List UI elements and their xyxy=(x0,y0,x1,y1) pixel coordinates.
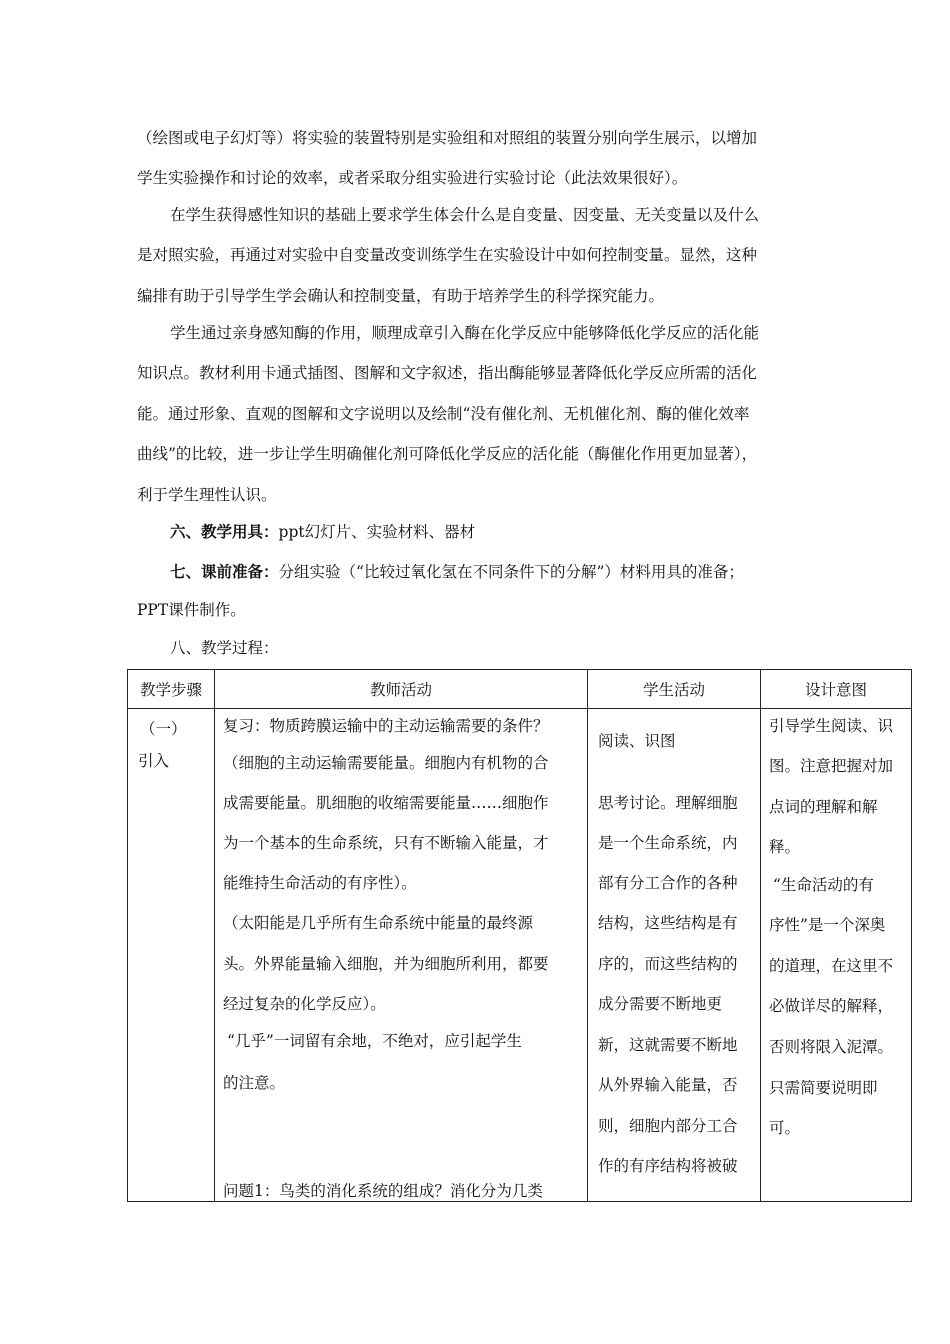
teacher-line: （太阳能是几乎所有生命系统中能量的最终源 xyxy=(223,914,534,932)
intent-line: 只需简要说明即 xyxy=(769,1079,878,1097)
teacher-line: 头。外界能量输入细胞，并为细胞所利用，都要 xyxy=(223,955,549,973)
student-line: 思考讨论。理解细胞 xyxy=(598,794,738,812)
student-line: 作的有序结构将被破 xyxy=(598,1157,738,1175)
student-line: 则，细胞内部分工合 xyxy=(598,1117,738,1135)
intent-line: “生命活动的有 xyxy=(773,876,874,894)
step-cell xyxy=(128,709,215,1202)
intent-cell xyxy=(761,709,912,1202)
student-line: 序的，而这些结构的 xyxy=(598,955,738,973)
student-line: 阅读、识图 xyxy=(598,732,676,750)
teacher-line: 为一个基本的生命系统，只有不断输入能量，才 xyxy=(223,834,549,852)
section-7-label: 七、课前准备： xyxy=(170,562,279,581)
intent-line: 可。 xyxy=(769,1119,801,1137)
header-teacher: 教师活动 xyxy=(215,670,588,709)
paragraph-line: 在学生获得感性知识的基础上要求学生体会什么是自变量、因变量、无关变量以及什么 xyxy=(170,206,760,224)
teacher-line: “几乎”一词留有余地，不绝对，应引起学生 xyxy=(227,1032,522,1050)
section-6 xyxy=(170,522,475,542)
paragraph-line: 学生实验操作和讨论的效率，或者采取分组实验进行实验讨论（此法效果很好）。 xyxy=(137,169,688,187)
teacher-cell xyxy=(215,709,588,1202)
paragraph-line: 能。通过形象、直观的图解和文字说明以及绘制“没有催化剂、无机催化剂、酶的催化效率 xyxy=(137,405,750,423)
intent-line: 否则将限入泥潭。 xyxy=(769,1038,894,1056)
table-header-row xyxy=(128,670,912,709)
table-row xyxy=(128,709,912,1202)
student-line: 部有分工合作的各种 xyxy=(598,874,738,892)
paragraph-line: 编排有助于引导学生学会确认和控制变量，有助于培养学生的科学探究能力。 xyxy=(137,287,665,305)
header-step: 教学步骤 xyxy=(128,670,215,709)
step-number: （一） xyxy=(140,720,187,738)
intent-line: 图。注意把握对加 xyxy=(769,757,894,775)
section-7-continued: PPT课件制作。 xyxy=(137,601,246,619)
teacher-line: 复习：物质跨膜运输中的主动运输需要的条件？ xyxy=(223,717,549,735)
section-6-text: ppt幻灯片、实验材料、器材 xyxy=(278,523,476,541)
step-title: 引入 xyxy=(138,752,170,770)
teacher-line: 问题1：鸟类的消化系统的组成？消化分为几类 xyxy=(223,1182,543,1200)
teacher-line: 经过复杂的化学反应）。 xyxy=(223,995,386,1013)
header-student: 学生活动 xyxy=(588,670,761,709)
intent-line: 引导学生阅读、识 xyxy=(769,717,894,735)
teacher-line: 能维持生命活动的有序性）。 xyxy=(223,874,417,892)
student-line: 结构，这些结构是有 xyxy=(598,914,738,932)
paragraph-line: 曲线”的比较，进一步让学生明确催化剂可降低化学反应的活化能（酶催化作用更加显著）， xyxy=(137,445,758,463)
intent-line: 的道理，在这里不 xyxy=(769,957,894,975)
paragraph-line: 学生通过亲身感知酶的作用，顺理成章引入酶在化学反应中能够降低化学反应的活化能 xyxy=(170,324,760,342)
header-intent: 设计意图 xyxy=(761,670,912,709)
student-line: 成分需要不断地更 xyxy=(598,995,723,1013)
intent-line: 必做详尽的解释， xyxy=(769,997,894,1015)
teaching-process-table xyxy=(127,669,912,1202)
student-line: 从外界输入能量，否 xyxy=(598,1076,738,1094)
paragraph-line: 知识点。教材利用卡通式插图、图解和文字叙述，指出酶能够显著降低化学反应所需的活化 xyxy=(137,364,758,382)
section-6-label: 六、教学用具： xyxy=(170,522,279,541)
intent-line: 序性”是一个深奥 xyxy=(769,916,886,934)
paragraph-line: 是对照实验，再通过对实验中自变量改变训练学生在实验设计中如何控制变量。显然，这种 xyxy=(137,246,758,264)
paragraph-line: 利于学生理性认识。 xyxy=(137,486,277,504)
intent-line: 点词的理解和解 xyxy=(769,798,878,816)
student-line: 是一个生命系统，内 xyxy=(598,834,738,852)
student-cell xyxy=(588,709,761,1202)
intent-line: 释。 xyxy=(769,838,801,856)
teacher-line: （细胞的主动运输需要能量。细胞内有机物的合 xyxy=(223,754,549,772)
teacher-line: 的注意。 xyxy=(223,1074,286,1092)
teacher-line: 成需要能量。肌细胞的收缩需要能量……细胞作 xyxy=(223,794,549,812)
section-7 xyxy=(170,562,744,582)
paragraph-line: （绘图或电子幻灯等）将实验的装置特别是实验组和对照组的装置分别向学生展示，以增加 xyxy=(137,129,758,147)
student-line: 新，这就需要不断地 xyxy=(598,1036,738,1054)
section-8-label: 八、教学过程： xyxy=(170,639,279,657)
section-7-text: 分组实验（“比较过氧化氢在不同条件下的分解”）材料用具的准备； xyxy=(278,563,744,581)
